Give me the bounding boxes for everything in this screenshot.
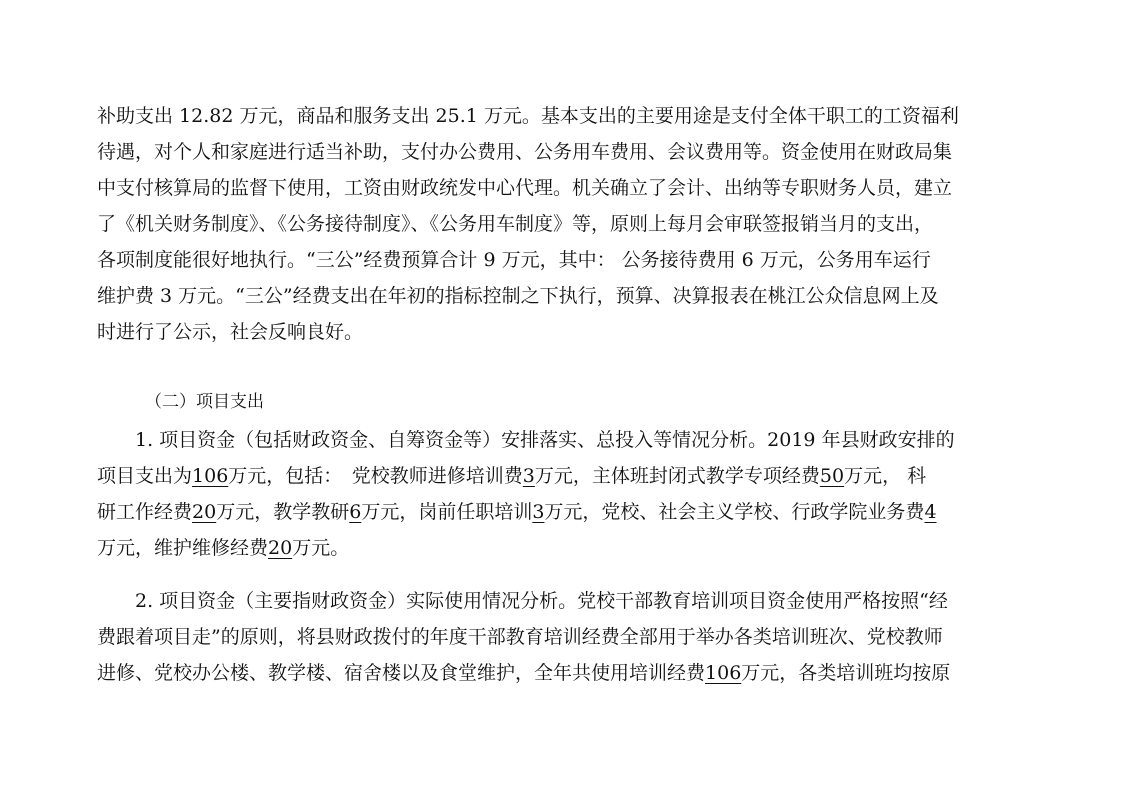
line-text: 万元，教学教研 — [216, 501, 350, 523]
section-heading — [145, 384, 265, 420]
line-text: 2. 项目资金（主要指财政资金）实际使用情况分析。党校干部教育培训项目资金使用严格按照“经 — [135, 590, 948, 612]
line-text: 万元，岗前任职培训 — [361, 501, 533, 523]
item2-line — [135, 583, 1027, 619]
line-text: 万元，主体班封闭式教学专项经费 — [534, 465, 820, 487]
heading-text: （二）项目支出 — [145, 392, 264, 412]
line-text: 中支付核算局的监督下使用，工资由财政统发中心代理。机关确立了会计、出纳等专职财务人员，建立 — [97, 177, 953, 199]
line-text: 维护费 3 万元。“三公”经费支出在年初的指标控制之下执行，预算、决算报表在桃江公众信息网上及 — [97, 285, 939, 307]
line-text: 费跟着项目走”的原则，将县财政拨付的年度干部教育培训经费全部用于举办各类培训班次、党校教师 — [97, 626, 943, 648]
line-text: 了《机关财务制度》、《公务接待制度》、《公务用车制度》等，原则上每月会审联签报销当月的支出， — [97, 213, 934, 235]
item1-line — [135, 422, 1027, 458]
line-text: 各项制度能很好地执行。“三公”经费预算合计 9 万元，其中： 公务接待费用 6 万元，公务用车运行 — [97, 249, 931, 271]
line-text: 进修、党校办公楼、教学楼、宿舍楼以及食堂维护，全年共使用培训经费 — [97, 662, 706, 684]
paragraph-line — [97, 98, 1027, 134]
amount-value: 106 — [192, 465, 229, 487]
amount-value: 20 — [192, 501, 217, 523]
line-text: 万元。 — [292, 537, 350, 559]
item1-line — [97, 458, 1027, 494]
line-text: 时进行了公示，社会反响良好。 — [97, 321, 364, 343]
line-text: 待遇，对个人和家庭进行适当补助，支付办公费用、公务用车费用、会议费用等。资金使用在财政局集 — [97, 141, 953, 163]
line-text: 项目支出为 — [97, 465, 193, 487]
paragraph-line — [97, 242, 1027, 278]
line-text: 万元，各类培训班均按原 — [741, 662, 951, 684]
line-text: 万元，维护维修经费 — [97, 537, 269, 559]
amount-value: 3 — [532, 501, 545, 523]
paragraph-line — [97, 170, 1027, 206]
paragraph-line — [97, 278, 1027, 314]
line-text: 1. 项目资金（包括财政资金、自筹资金等）安排落实、总投入等情况分析。2019 年县财政安排的 — [135, 429, 955, 451]
line-text: 万元， 科 — [844, 465, 927, 487]
item1-line — [97, 494, 1027, 530]
item2-line — [97, 655, 1027, 691]
amount-value: 3 — [522, 465, 535, 487]
amount-value: 20 — [268, 537, 293, 559]
line-text: 万元，党校、社会主义学校、行政学院业务费 — [544, 501, 925, 523]
line-text: 补助支出 12.82 万元，商品和服务支出 25.1 万元。基本支出的主要用途是支付全体干职工的工资福利 — [97, 105, 959, 127]
line-text: 万元，包括： 党校教师进修培训费 — [228, 465, 523, 487]
amount-value: 50 — [819, 465, 845, 487]
paragraph-line — [97, 206, 1027, 242]
item1-line — [97, 530, 1027, 566]
item2-line — [97, 619, 1027, 655]
paragraph-line — [97, 314, 1027, 350]
amount-value: 6 — [349, 501, 362, 523]
amount-value: 4 — [924, 501, 937, 523]
line-text: 研工作经费 — [97, 501, 193, 523]
amount-value: 106 — [705, 662, 742, 684]
paragraph-line — [97, 134, 1027, 170]
